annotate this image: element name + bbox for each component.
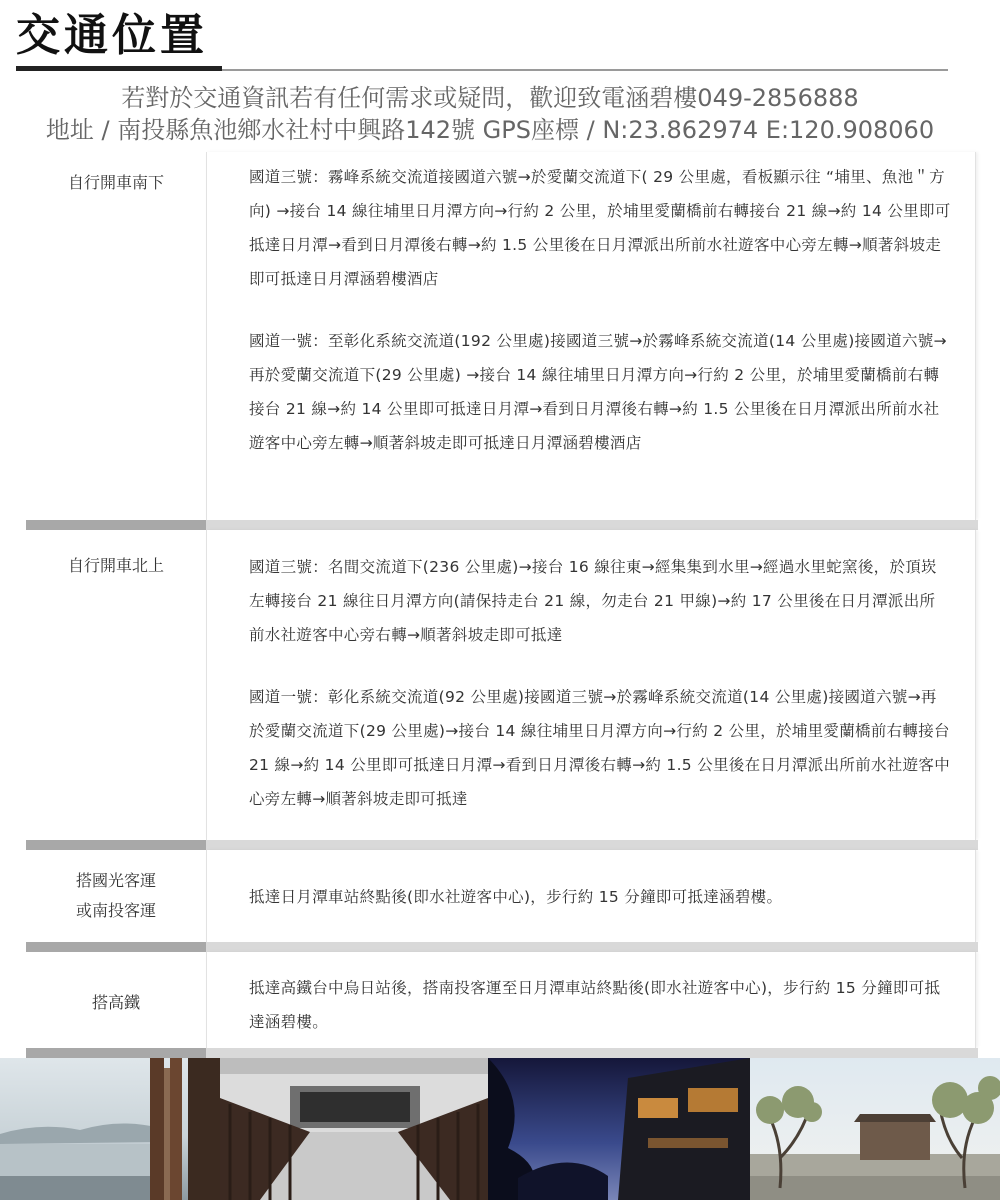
section-divider: [26, 840, 978, 850]
address-gps: 地址 / 南投縣魚池鄉水社村中興路142號 GPS座標 / N:23.862974 E:120.908060: [45, 116, 935, 144]
route-paragraph: 國道一號：至彰化系統交流道(192 公里處)接國道三號→於霧峰系統交流道(14 公里處)接國道六號→再於愛蘭交流道下(29 公里處) →接台 14 線往埔里日月潭方向→行約 2 公里，於埔里愛蘭橋前右轉接台 21 線→約 14 公里即可抵達日月潭→看到日月潭後右轉→約 1.5 公里後在日月潭派出所前水社遊客中心旁左轉→順著斜坡走即可抵達日月潭涵碧樓酒店: [249, 332, 947, 452]
route-section-north: [26, 530, 978, 840]
contact-info: 若對於交通資訊若有任何需求或疑問，歡迎致電涵碧樓049-2856888: [121, 84, 859, 112]
garden-photo: [750, 1058, 1000, 1200]
title-underline: [16, 66, 222, 71]
route-paragraph: 國道三號：霧峰系統交流道接國道六號→於愛蘭交流道下( 29 公里處，看板顯示往 “埔里、魚池＂方向) →接台 14 線往埔里日月潭方向→行約 2 公里，於埔里愛蘭橋前右轉接台 21 線→約 14 公里即可抵達日月潭→看到日月潭後右轉→約 1.5 公里後在日月潭派出所前水社遊客中心旁左轉→順著斜坡走即可抵達日月潭涵碧樓酒店: [249, 168, 951, 288]
route-label-line: 或南投客運: [75, 901, 156, 920]
route-label-line: 搭國光客運: [75, 871, 156, 890]
route-paragraph: 抵達高鐵台中烏日站後，搭南投客運至日月潭車站終點後(即水社遊客中心)，步行約 15 分鐘即可抵達涵碧樓。: [249, 979, 941, 1031]
night-building-photo: [488, 1058, 750, 1200]
route-label-line: 自行開車南下: [67, 173, 164, 192]
route-section-south: [26, 152, 978, 520]
route-paragraph: 抵達日月潭車站終點後(即水社遊客中心)，步行約 15 分鐘即可抵達涵碧樓。: [249, 888, 783, 906]
section-divider: [26, 1048, 978, 1058]
page-title: 交通位置: [16, 10, 208, 61]
section-divider: [26, 942, 978, 952]
route-details: [206, 530, 976, 840]
route-section-bus: [26, 850, 978, 942]
walkway-photo: [220, 1058, 488, 1200]
route-paragraph: 國道三號：名間交流道下(236 公里處)→接台 16 線往東→經集集到水里→經過水里蛇窯後，於頂崁左轉接台 21 線往日月潭方向(請保持走台 21 線，勿走台 21 甲線)→約 17 公里後在日月潭派出所前水社遊客中心旁右轉→順著斜坡走即可抵達: [249, 558, 937, 644]
route-label-line: 自行開車北上: [67, 556, 164, 575]
photo-strip: [0, 1058, 1000, 1200]
route-label: [26, 986, 206, 1020]
route-label-line: 搭高鐵: [91, 993, 140, 1012]
route-paragraph: 國道一號：彰化系統交流道(92 公里處)接國道三號→於霧峰系統交流道(14 公里處)接國道六號→再於愛蘭交流道下(29 公里處)→接台 14 線往埔里日月潭方向→行約 2 公里，於埔里愛蘭橋前右轉接台 21 線→約 14 公里即可抵達日月潭→看到日月潭後右轉→約 1.5 公里後在日月潭派出所前水社遊客中心旁左轉→順著斜坡走即可抵達: [249, 688, 950, 808]
route-section-hsr: [26, 952, 978, 1048]
route-details: [206, 850, 976, 942]
route-label: [26, 166, 206, 200]
route-label: [26, 549, 206, 583]
title-divider: [222, 69, 948, 71]
route-details: [206, 952, 976, 1048]
route-label: [26, 866, 206, 926]
lake-view-photo: [0, 1058, 220, 1200]
route-details: [206, 152, 976, 520]
section-divider: [26, 520, 978, 530]
